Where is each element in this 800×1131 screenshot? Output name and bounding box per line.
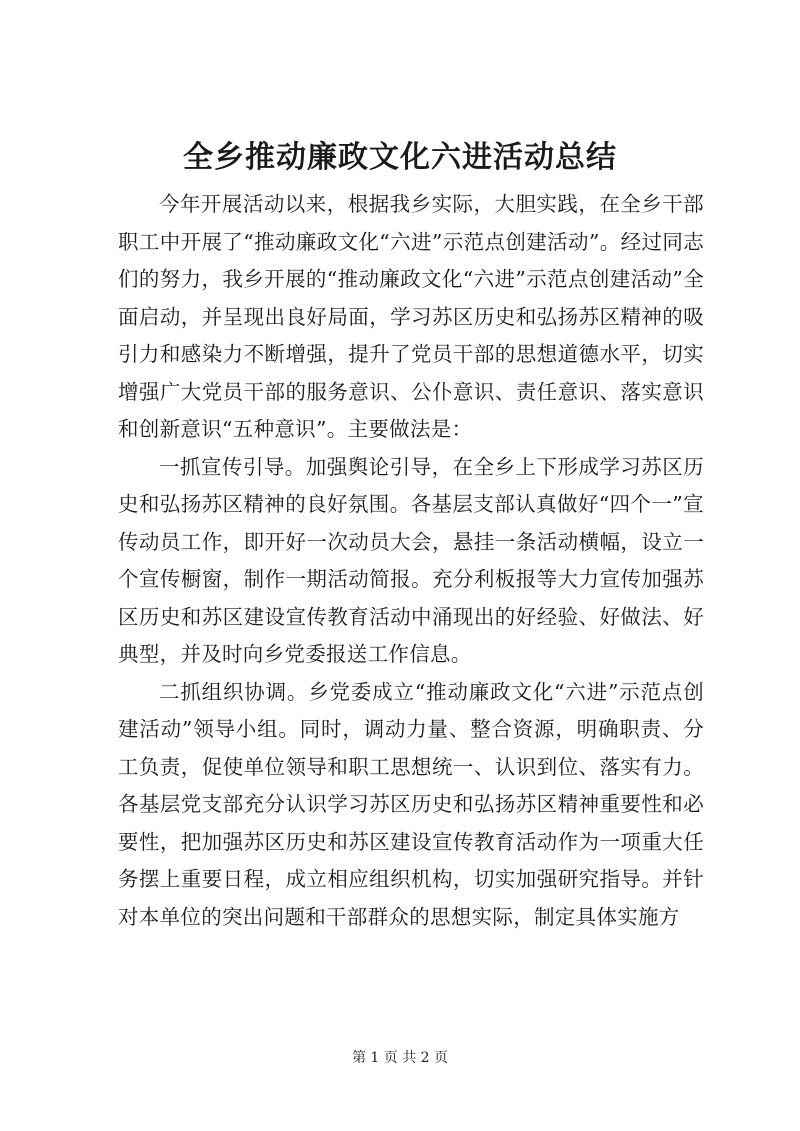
paragraph-intro: 今年开展活动以来，根据我乡实际，大胆实践，在全乡干部职工中开展了“推动廉政文化“六进”示范点创建活动”。经过同志们的努力，我乡开展的“推动廉政文化“六进”示范点创建活动”全面启动，并呈现出良好局面，学习苏区历史和弘扬苏区精神的吸引力和感染力不断增强，提升了党员干部的思想道德水平，切实增强广大党员干部的服务意识、公仆意识、责任意识、落实意识和创新意识“五种意识”。主要做法是： bbox=[118, 192, 704, 441]
paragraph-organization: 二抓组织协调。乡党委成立“推动廉政文化“六进”示范点创建活动”领导小组。同时，调动力量、整合资源，明确职责、分工负责，促使单位领导和职工思想统一、认识到位、落实有力。各基层党支部充分认识学习苏区历史和弘扬苏区精神重要性和必要性，把加强苏区历史和苏区建设宣传教育活动作为一项重大任务摆上重要日程，成立相应组织机构，切实加强研究指导。并针对本单位的突出问题和干部群众的思想实际，制定具体实施方 bbox=[118, 679, 704, 929]
document-title: 全乡推动廉政文化六进活动总结 bbox=[183, 140, 617, 175]
paragraph-publicity: 一抓宣传引导。加强舆论引导，在全乡上下形成学习苏区历史和弘扬苏区精神的良好氛围。各基层支部认真做好“四个一”宣传动员工作，即开好一次动员大会，悬挂一条活动横幅，设立一个宣传橱窗，制作一期活动简报。充分利板报等大力宣传加强苏区历史和苏区建设宣传教育活动中涌现出的好经验、好做法、好典型，并及时向乡党委报送工作信息。 bbox=[118, 454, 704, 666]
document-body bbox=[118, 186, 704, 936]
page-number-footer: 第 1 页 共 2 页 bbox=[351, 1050, 449, 1066]
